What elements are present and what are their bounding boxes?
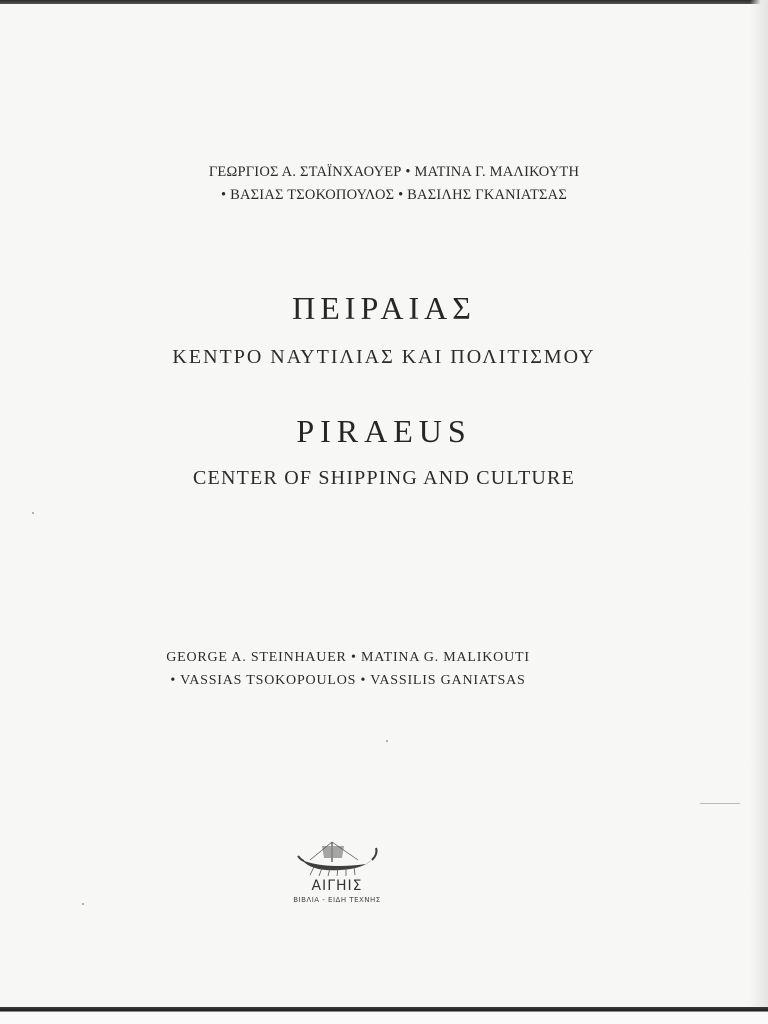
- publisher-logo: [282, 838, 392, 908]
- scan-speck: [82, 903, 84, 905]
- title-greek: ΠΕΙΡΑΙΑΣ: [292, 290, 476, 326]
- authors-english-line-1: GEORGE A. STEINHAUER • MATINA G. MALIKOUTI: [166, 650, 530, 665]
- publisher-name: ΑΙΓΗΙΣ: [311, 878, 363, 894]
- scan-speck: [386, 740, 388, 742]
- scan-edge-bottom: [0, 1007, 768, 1024]
- authors-greek-line-1: ΓΕΩΡΓΙΟΣ Α. ΣΤΑΪΝΧΑΟΥΕΡ • ΜΑΤΙΝΑ Γ. ΜΑΛΙΚΟΥΤΗ: [208, 164, 580, 180]
- scan-edge-right: [750, 0, 768, 1024]
- scan-speck: [32, 512, 34, 514]
- subtitle-english: CENTER OF SHIPPING AND CULTURE: [193, 467, 575, 489]
- authors-greek-line-2: • ΒΑΣΙΑΣ ΤΣΟΚΟΠΟΥΛΟΣ • ΒΑΣΙΛΗΣ ΓΚΑΝΙΑΤΣΑΣ: [221, 187, 567, 203]
- scan-mark: [700, 803, 740, 804]
- ancient-ship-icon: [292, 838, 382, 878]
- subtitle-greek: ΚΕΝΤΡΟ ΝΑΥΤΙΛΙΑΣ ΚΑΙ ΠΟΛΙΤΙΣΜΟΥ: [172, 346, 596, 368]
- scan-edge-top: [0, 0, 768, 4]
- publisher-tagline: ΒΙΒΛΙΑ - ΕΙΔΗ ΤΕΧΝΗΣ: [293, 896, 381, 904]
- authors-english-line-2: • VASSIAS TSOKOPOULOS • VASSILIS GANIATSAS: [170, 673, 526, 688]
- title-english: PIRAEUS: [296, 413, 472, 449]
